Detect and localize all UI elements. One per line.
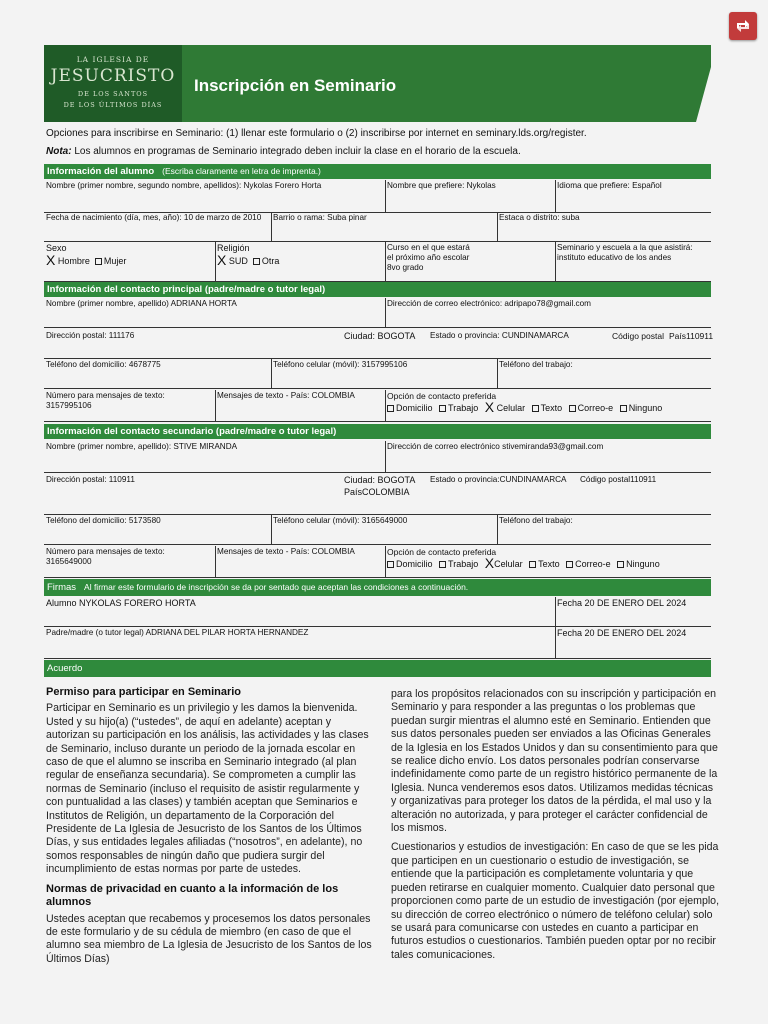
secondary-address-field[interactable]: Dirección postal: 110911 (46, 475, 135, 484)
intro-note (46, 146, 521, 157)
sex-male-option[interactable]: Hombre (57, 256, 90, 266)
secondary-work-phone-field[interactable]: Teléfono del trabajo: (497, 515, 711, 545)
grade-label-1: Curso en el que estará (387, 243, 470, 252)
divider (385, 180, 386, 213)
primary-text-country-field[interactable]: Mensajes de texto - País: COLOMBIA (215, 390, 385, 422)
primary-address-field[interactable]: Dirección postal: 111176 (46, 331, 135, 340)
divider (497, 212, 498, 242)
opt-work[interactable]: Trabajo (448, 559, 479, 569)
permission-heading: Permiso para participar en Seminario (46, 686, 242, 698)
checkbox[interactable] (566, 561, 573, 568)
secondary-cell-phone-field[interactable]: Teléfono celular (móvil): 3165649000 (271, 515, 497, 545)
note-text: Los alumnos en programas de Seminario integrado deben incluir la clase en el horario de la escuela. (71, 146, 521, 157)
parent-signature-date[interactable]: Fecha 20 DE ENERO DEL 2024 (555, 627, 711, 659)
divider (555, 627, 556, 659)
opt-email[interactable]: Correo-e (577, 403, 614, 413)
primary-work-phone-field[interactable]: Teléfono del trabajo: (497, 359, 711, 389)
permission-paragraph: Participar en Seminario es un privilegio y les damos la bienvenida. Usted y su hijo(a) (“ustedes”, de aquí en adelante) aceptan y autorizan su participación en los análisis, las actividades y las clases de Seminario, incluso durante un periodo de la jornada escolar en caso de que el alumno se inscriba en Seminario integrado (al plan regular de enseñanza secundaria). Se comprometen a cumplir las normas de Seminario (incluso el requisito de asistir regularmente y con puntualidad a las clases) y también aceptan que Seminarios e Institutos de Religión, un departamento de la Corporación del Presidente de La Iglesia de Jesucristo de los Santos de los Últimos Días, y sus entidades legales afiliadas (“nosotros”, en adelante), no somos responsables de ningún daño que pudiera surgir del incumplimiento de estas normas por parte de ustedes. (46, 702, 369, 876)
text-number-value: 3157995106 (46, 401, 92, 410)
opt-cell[interactable]: Celular (494, 559, 523, 569)
divider (271, 359, 272, 389)
signatures-header-label: Firmas (47, 582, 77, 593)
checkbox[interactable] (617, 561, 624, 568)
secondary-home-phone-field[interactable]: Teléfono del domicilio: 5173580 (44, 515, 271, 545)
secondary-city-field[interactable]: BOGOTA (375, 475, 416, 485)
secondary-postal-field[interactable]: Código postal110911 (580, 475, 657, 484)
secondary-name-field[interactable]: Nombre (primer nombre, apellido): STIVE MIRANDA (44, 441, 385, 473)
opt-cell-mark: X (484, 555, 495, 571)
parent-signature-field[interactable]: Padre/madre (o tutor legal) ADRIANA DEL PILAR HORTA HERNANDEZ (44, 627, 555, 659)
secondary-city-label: Ciudad: (344, 475, 376, 485)
note-label: Nota: (46, 146, 72, 157)
opt-none[interactable]: Ninguno (628, 403, 663, 413)
secondary-contact-header (44, 424, 711, 439)
student-grade-field[interactable] (385, 242, 555, 282)
checkbox[interactable] (439, 561, 446, 568)
opt-home[interactable]: Domicilio (396, 403, 433, 413)
signatures-header (44, 579, 711, 596)
school-label: Seminario y escuela a la que asistirá: (557, 243, 693, 252)
sex-female-checkbox[interactable] (95, 258, 102, 265)
student-stake-field[interactable]: Estaca o distrito: suba (497, 212, 711, 242)
secondary-text-country-field[interactable]: Mensajes de texto - País: COLOMBIA (215, 546, 385, 578)
grade-label-2: el próximo año escolar (387, 253, 470, 262)
opt-work[interactable]: Trabajo (448, 403, 479, 413)
sex-label: Sexo (46, 243, 67, 253)
opt-cell[interactable]: Celular (496, 403, 526, 413)
secondary-address-row[interactable] (44, 473, 711, 515)
opt-cell-mark: X (484, 399, 495, 415)
signatures-header-sub: Al firmar este formulario de inscripción se da por sentado que aceptan las condiciones a continuación. (84, 582, 469, 592)
primary-name-field[interactable]: Nombre (primer nombre, apellido) ADRIANA HORTA (44, 298, 385, 328)
school-value: instituto educativo de los andes (557, 253, 672, 262)
divider (215, 390, 216, 422)
student-header-label: Información del alumno (47, 166, 155, 177)
divider (385, 298, 386, 328)
divider (215, 242, 216, 282)
student-religion-field[interactable] (215, 242, 385, 282)
secondary-text-number-field[interactable] (44, 546, 215, 578)
text-number-value: 3165649000 (46, 557, 92, 566)
primary-home-phone-field[interactable]: Teléfono del domicilio: 4678775 (44, 359, 271, 389)
checkbox[interactable] (387, 405, 394, 412)
contact-pref-label: Opción de contacto preferida (387, 391, 497, 401)
religion-label: Religión (217, 243, 250, 253)
student-language-field[interactable]: Idioma que prefiere: Español (555, 180, 711, 213)
sex-male-mark: X (46, 252, 56, 268)
primary-contact-header (44, 282, 711, 297)
student-sex-field[interactable] (44, 242, 215, 282)
divider (555, 597, 556, 627)
secondary-email-field[interactable]: Dirección de correo electrónico stivemiranda93@gmail.com (385, 441, 711, 473)
text-number-label: Número para mensajes de texto: (46, 391, 165, 400)
agreement-right-column (391, 688, 721, 968)
divider (555, 242, 556, 282)
agreement-header-label: Acuerdo (47, 663, 83, 674)
sex-female-option[interactable]: Mujer (103, 256, 127, 266)
secondary-country-field[interactable]: PaísCOLOMBIA (344, 487, 410, 497)
secondary-header-label: Información del contacto secundario (padre/madre o tutor legal) (47, 426, 337, 437)
logo-line-2: JESUCRISTO (50, 66, 176, 86)
opt-email[interactable]: Correo-e (575, 559, 611, 569)
primary-text-number-field[interactable] (44, 390, 215, 422)
contact-pref-label: Opción de contacto preferida (387, 547, 497, 557)
primary-address-row[interactable] (44, 329, 714, 359)
primary-state-field[interactable]: Estado o provincia: CUNDINAMARCA (430, 331, 569, 340)
church-logo (44, 45, 182, 122)
primary-city-label: Ciudad: (344, 331, 376, 341)
student-school-field[interactable] (555, 242, 711, 282)
checkbox[interactable] (569, 405, 576, 412)
opt-none[interactable]: Ninguno (626, 559, 660, 569)
intro-line: Opciones para inscribirse en Seminario: (1) llenar este formulario o (2) inscribirse por internet en seminary.lds.org/register. (46, 128, 587, 139)
privacy-paragraph: Ustedes aceptan que recabemos y procesemos los datos personales de este formulario y de su cédula de miembro (en caso de que el alumno sea miembro de La Iglesia de Jesucristo de los Santos de los Últimos Días) (46, 912, 372, 965)
primary-postal-label: Código postal (612, 331, 664, 341)
agreement-header (44, 660, 711, 677)
divider (385, 390, 386, 422)
checkbox[interactable] (620, 405, 627, 412)
research-paragraph: Cuestionarios y estudios de investigación: En caso de que se les pida que participen en un cuestionario o estudio de investigación, se entiende que la participación es completamente voluntaria y que pueden retirarse en cualquier momento. Cualquier dato personal que proporcionen como parte de un estudio de investigación (por ejemplo, su dirección de correo electrónico o número de teléfono celular) solo se usará para comunicarse con ustedes en cuanto a participar en futuros estudios o cuestionarios. También pueden optar por no recibir tales comunicaciones. (391, 841, 720, 961)
student-preferred-name-field[interactable]: Nombre que prefiere: Nykolas (385, 180, 555, 213)
checkbox[interactable] (439, 405, 446, 412)
student-section-header (44, 164, 711, 179)
religion-sud-mark: X (217, 252, 227, 268)
opt-home[interactable]: Domicilio (396, 559, 433, 569)
religion-other-option[interactable]: Otra (261, 256, 280, 266)
divider (497, 515, 498, 545)
divider (385, 242, 386, 282)
divider (271, 515, 272, 545)
student-ward-field[interactable]: Barrio o rama: Suba pinar (271, 212, 497, 242)
student-birthdate-field[interactable]: Fecha de nacimiento (día, mes, año): 10 de marzo de 2010 (44, 212, 271, 242)
primary-email-field[interactable]: Dirección de correo electrónico: adripapo78@gmail.com (385, 298, 711, 328)
opt-text[interactable]: Texto (540, 403, 563, 413)
student-header-sub: (Escriba claramente en letra de imprenta.) (162, 166, 321, 176)
primary-header-label: Información del contacto principal (padre/madre o tutor legal) (47, 284, 326, 295)
divider (215, 546, 216, 578)
student-signature-field[interactable]: Alumno NYKOLAS FORERO HORTA (44, 597, 555, 627)
checkbox[interactable] (532, 405, 539, 412)
checkbox[interactable] (387, 561, 394, 568)
share-icon (734, 17, 752, 35)
grade-value: 8vo grado (387, 263, 424, 272)
student-signature-date[interactable]: Fecha 20 DE ENERO DEL 2024 (555, 597, 711, 627)
logo-line-3: DE LOS SANTOS (77, 90, 149, 98)
checkbox[interactable] (529, 561, 536, 568)
privacy-heading: Normas de privacidad en cuanto a la información de los alumnos (46, 882, 339, 909)
religion-other-checkbox[interactable] (253, 258, 260, 265)
divider (385, 441, 386, 473)
religion-sud-option[interactable]: SUD (228, 256, 248, 266)
divider (555, 180, 556, 213)
privacy-paragraph-cont: para los propósitos relacionados con su inscripción y participación en Seminario y para responder a las preguntas o los problemas que puedan surgir mientras el alumno esté en Seminario. Entienden que sus datos personales pueden ser enviados a las Oficinas Generales de la Iglesia en los Estados Unidos y dan su consentimiento para que se realice dicho envío. Los datos personales podrían conservarse indefinidamente como parte de un registro histórico permanente de la Iglesia. Nunca venderemos esos datos. Utilizamos medidas técnicas y organizativas para proteger los datos de la pérdida, el mal uso y la alteración no autorizada, y para proteger el carácter confidencial de los mismos. (391, 688, 718, 835)
opt-text[interactable]: Texto (538, 559, 560, 569)
logo-line-4: DE LOS ÚLTIMOS DÍAS (63, 101, 163, 109)
divider (271, 212, 272, 242)
divider (497, 359, 498, 389)
header-banner (44, 45, 711, 122)
primary-cell-phone-field[interactable]: Teléfono celular (móvil): 3157995106 (271, 359, 497, 389)
logo-line-1: LA IGLESIA DE (76, 55, 150, 64)
primary-contact-pref[interactable] (385, 390, 711, 422)
agreement-left-column (46, 686, 373, 972)
primary-country-field[interactable]: País110911 (669, 331, 714, 341)
divider (385, 546, 386, 578)
secondary-contact-pref[interactable] (385, 546, 711, 578)
primary-city-field[interactable]: BOGOTA (375, 331, 416, 341)
page-title: Inscripción en Seminario (194, 76, 397, 95)
secondary-state-field[interactable]: Estado o provincia:CUNDINAMARCA (430, 475, 567, 484)
student-name-field[interactable]: Nombre (primer nombre, segundo nombre, apellidos): Nykolas Forero Horta (44, 180, 385, 213)
share-button[interactable] (729, 12, 757, 40)
text-number-label: Número para mensajes de texto: (46, 547, 165, 556)
